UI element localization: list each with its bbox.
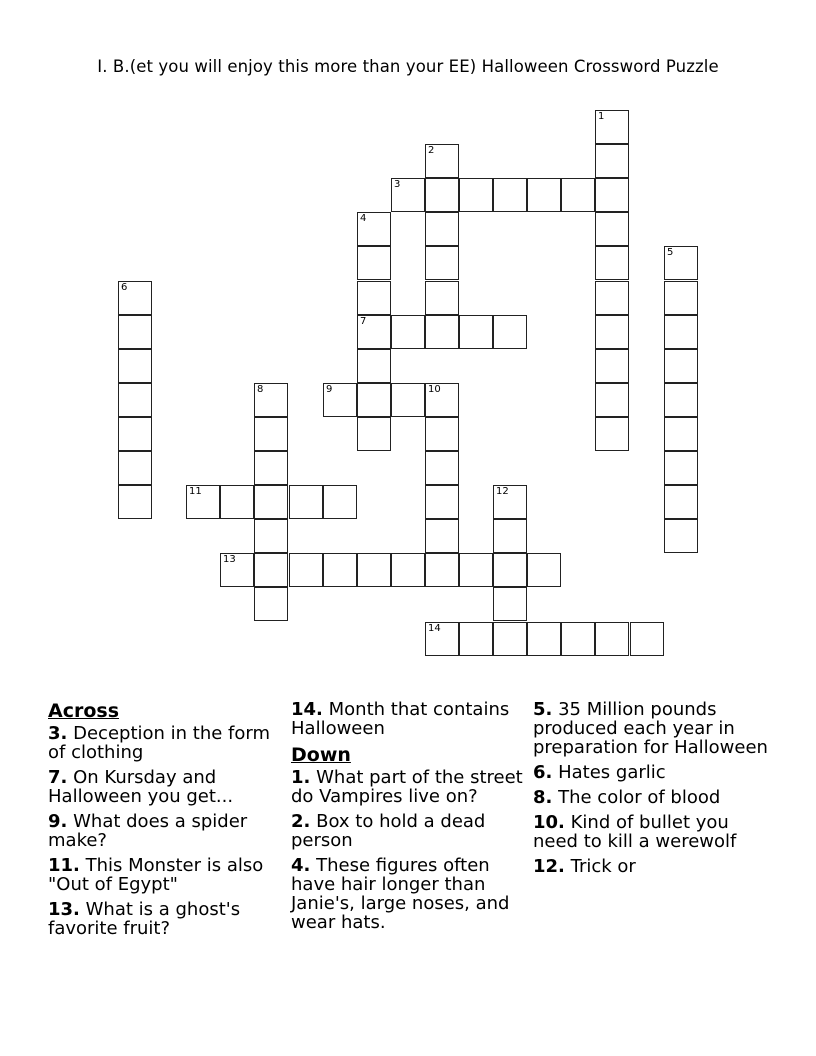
grid-cell[interactable] — [493, 622, 527, 656]
grid-cell[interactable] — [118, 451, 152, 485]
grid-cell[interactable] — [254, 553, 288, 587]
across-clue-14 — [291, 700, 531, 738]
cell-number: 11 — [189, 486, 202, 497]
grid-cell[interactable] — [527, 622, 561, 656]
grid-cell[interactable] — [118, 315, 152, 349]
clue-number: 13. — [48, 899, 80, 920]
clue-number: 8. — [533, 787, 553, 808]
across-clue-9 — [48, 812, 288, 850]
clue-number: 5. — [533, 699, 553, 720]
grid-cell[interactable] — [186, 485, 220, 519]
grid-cell[interactable] — [595, 110, 629, 144]
grid-cell[interactable] — [357, 246, 391, 280]
grid-cell[interactable] — [425, 178, 459, 212]
grid-cell[interactable] — [289, 485, 323, 519]
grid-cell[interactable] — [493, 315, 527, 349]
grid-cell[interactable] — [425, 144, 459, 178]
cell-number: 12 — [496, 486, 509, 497]
cell-number: 1 — [598, 111, 605, 122]
grid-cell[interactable] — [664, 349, 698, 383]
cell-number: 8 — [257, 384, 264, 395]
grid-cell[interactable] — [425, 212, 459, 246]
grid-cell[interactable] — [493, 178, 527, 212]
grid-cell[interactable] — [595, 417, 629, 451]
grid-cell[interactable] — [323, 383, 357, 417]
cell-number: 3 — [394, 179, 401, 190]
grid-cell[interactable] — [391, 383, 425, 417]
clue-column-3 — [533, 700, 773, 882]
grid-cell[interactable] — [425, 417, 459, 451]
grid-cell[interactable] — [595, 281, 629, 315]
grid-cell[interactable] — [391, 178, 425, 212]
grid-cell[interactable] — [391, 315, 425, 349]
grid-cell[interactable] — [289, 553, 323, 587]
down-clue-12 — [533, 857, 773, 876]
cell-number: 2 — [428, 145, 435, 156]
grid-cell[interactable] — [561, 622, 595, 656]
grid-cell[interactable] — [220, 553, 254, 587]
clue-text: 35 Million pounds produced each year in preparation for Halloween — [533, 699, 768, 758]
grid-cell[interactable] — [527, 553, 561, 587]
down-heading: Down — [291, 744, 351, 766]
cell-number: 6 — [121, 282, 128, 293]
clue-column-2 — [291, 700, 531, 938]
grid-cell[interactable] — [220, 485, 254, 519]
across-clue-11 — [48, 856, 288, 894]
clue-number: 12. — [533, 856, 565, 877]
grid-cell[interactable] — [664, 519, 698, 553]
cell-number: 14 — [428, 623, 441, 634]
clue-text: What is a ghost's favorite fruit? — [48, 899, 241, 939]
down-clue-5 — [533, 700, 773, 757]
cell-number: 10 — [428, 384, 441, 395]
clue-text: On Kursday and Halloween you get... — [48, 767, 234, 807]
grid-cell[interactable] — [527, 178, 561, 212]
grid-cell[interactable] — [357, 417, 391, 451]
grid-cell[interactable] — [254, 451, 288, 485]
clue-number: 14. — [291, 699, 323, 720]
clue-number: 1. — [291, 767, 311, 788]
grid-cell[interactable] — [254, 587, 288, 621]
grid-cell[interactable] — [595, 212, 629, 246]
grid-cell[interactable] — [493, 485, 527, 519]
grid-cell[interactable] — [118, 349, 152, 383]
grid-cell[interactable] — [425, 451, 459, 485]
grid-cell[interactable] — [595, 622, 629, 656]
clue-number: 3. — [48, 723, 68, 744]
grid-cell[interactable] — [254, 485, 288, 519]
grid-cell[interactable] — [561, 178, 595, 212]
grid-cell[interactable] — [254, 417, 288, 451]
grid-cell[interactable] — [664, 417, 698, 451]
grid-cell[interactable] — [459, 553, 493, 587]
clue-number: 9. — [48, 811, 68, 832]
clue-text: Month that contains Halloween — [291, 699, 510, 739]
grid-cell[interactable] — [425, 485, 459, 519]
clue-text: What does a spider make? — [48, 811, 248, 851]
down-clue-8 — [533, 788, 773, 807]
grid-cell[interactable] — [664, 315, 698, 349]
grid-cell[interactable] — [493, 519, 527, 553]
grid-cell[interactable] — [493, 553, 527, 587]
clue-text: Trick or — [570, 856, 636, 877]
grid-cell[interactable] — [630, 622, 664, 656]
clue-number: 7. — [48, 767, 68, 788]
grid-cell[interactable] — [425, 553, 459, 587]
down-clue-6 — [533, 763, 773, 782]
clue-text: The color of blood — [558, 787, 721, 808]
down-clue-2 — [291, 812, 531, 850]
clue-number: 6. — [533, 762, 553, 783]
grid-cell[interactable] — [254, 519, 288, 553]
down-clue-4 — [291, 856, 531, 932]
clue-text: Hates garlic — [558, 762, 666, 783]
grid-cell[interactable] — [425, 383, 459, 417]
clue-number: 2. — [291, 811, 311, 832]
grid-cell[interactable] — [118, 417, 152, 451]
grid-cell[interactable] — [459, 178, 493, 212]
clue-text: Kind of bullet you need to kill a werewolf — [533, 812, 737, 852]
clue-text: These figures often have hair longer than Janie's, large noses, and wear hats. — [291, 855, 510, 933]
cell-number: 13 — [223, 554, 236, 565]
across-clue-13 — [48, 900, 288, 938]
clue-text: This Monster is also "Out of Egypt" — [48, 855, 264, 895]
clue-number: 11. — [48, 855, 80, 876]
grid-cell[interactable] — [118, 281, 152, 315]
grid-cell[interactable] — [664, 383, 698, 417]
clue-number: 10. — [533, 812, 565, 833]
grid-cell[interactable] — [391, 553, 425, 587]
grid-cell[interactable] — [357, 383, 391, 417]
clue-text: What part of the street do Vampires live on? — [291, 767, 523, 807]
clue-text: Box to hold a dead person — [291, 811, 486, 851]
grid-cell[interactable] — [323, 553, 357, 587]
cell-number: 4 — [360, 213, 367, 224]
down-clue-10 — [533, 813, 773, 851]
clue-text: Deception in the form of clothing — [48, 723, 271, 763]
across-clue-3 — [48, 724, 288, 762]
grid-cell[interactable] — [254, 383, 288, 417]
grid-cell[interactable] — [595, 383, 629, 417]
grid-cell[interactable] — [323, 485, 357, 519]
grid-cell[interactable] — [357, 349, 391, 383]
grid-cell[interactable] — [118, 383, 152, 417]
grid-cell[interactable] — [425, 315, 459, 349]
grid-cell[interactable] — [595, 178, 629, 212]
cell-number: 5 — [667, 247, 674, 258]
grid-cell[interactable] — [664, 485, 698, 519]
grid-cell[interactable] — [595, 246, 629, 280]
grid-cell[interactable] — [357, 281, 391, 315]
grid-cell[interactable] — [459, 315, 493, 349]
grid-cell[interactable] — [425, 519, 459, 553]
grid-cell[interactable] — [425, 246, 459, 280]
grid-cell[interactable] — [664, 451, 698, 485]
grid-cell[interactable] — [595, 144, 629, 178]
grid-cell[interactable] — [459, 622, 493, 656]
grid-cell[interactable] — [118, 485, 152, 519]
grid-cell[interactable] — [664, 281, 698, 315]
across-clue-7 — [48, 768, 288, 806]
grid-cell[interactable] — [357, 315, 391, 349]
across-heading: Across — [48, 700, 120, 722]
grid-cell[interactable] — [357, 553, 391, 587]
grid-cell[interactable] — [595, 349, 629, 383]
grid-cell[interactable] — [425, 622, 459, 656]
puzzle-title: I. B.(et you will enjoy this more than your EE) Halloween Crossword Puzzle — [97, 57, 719, 76]
grid-cell[interactable] — [664, 246, 698, 280]
down-clue-1 — [291, 768, 531, 806]
grid-cell[interactable] — [595, 315, 629, 349]
grid-cell[interactable] — [425, 281, 459, 315]
grid-cell[interactable] — [493, 587, 527, 621]
cell-number: 7 — [360, 316, 367, 327]
grid-cell[interactable] — [357, 212, 391, 246]
cell-number: 9 — [326, 384, 333, 395]
clue-number: 4. — [291, 855, 311, 876]
clue-column-1 — [48, 700, 288, 944]
